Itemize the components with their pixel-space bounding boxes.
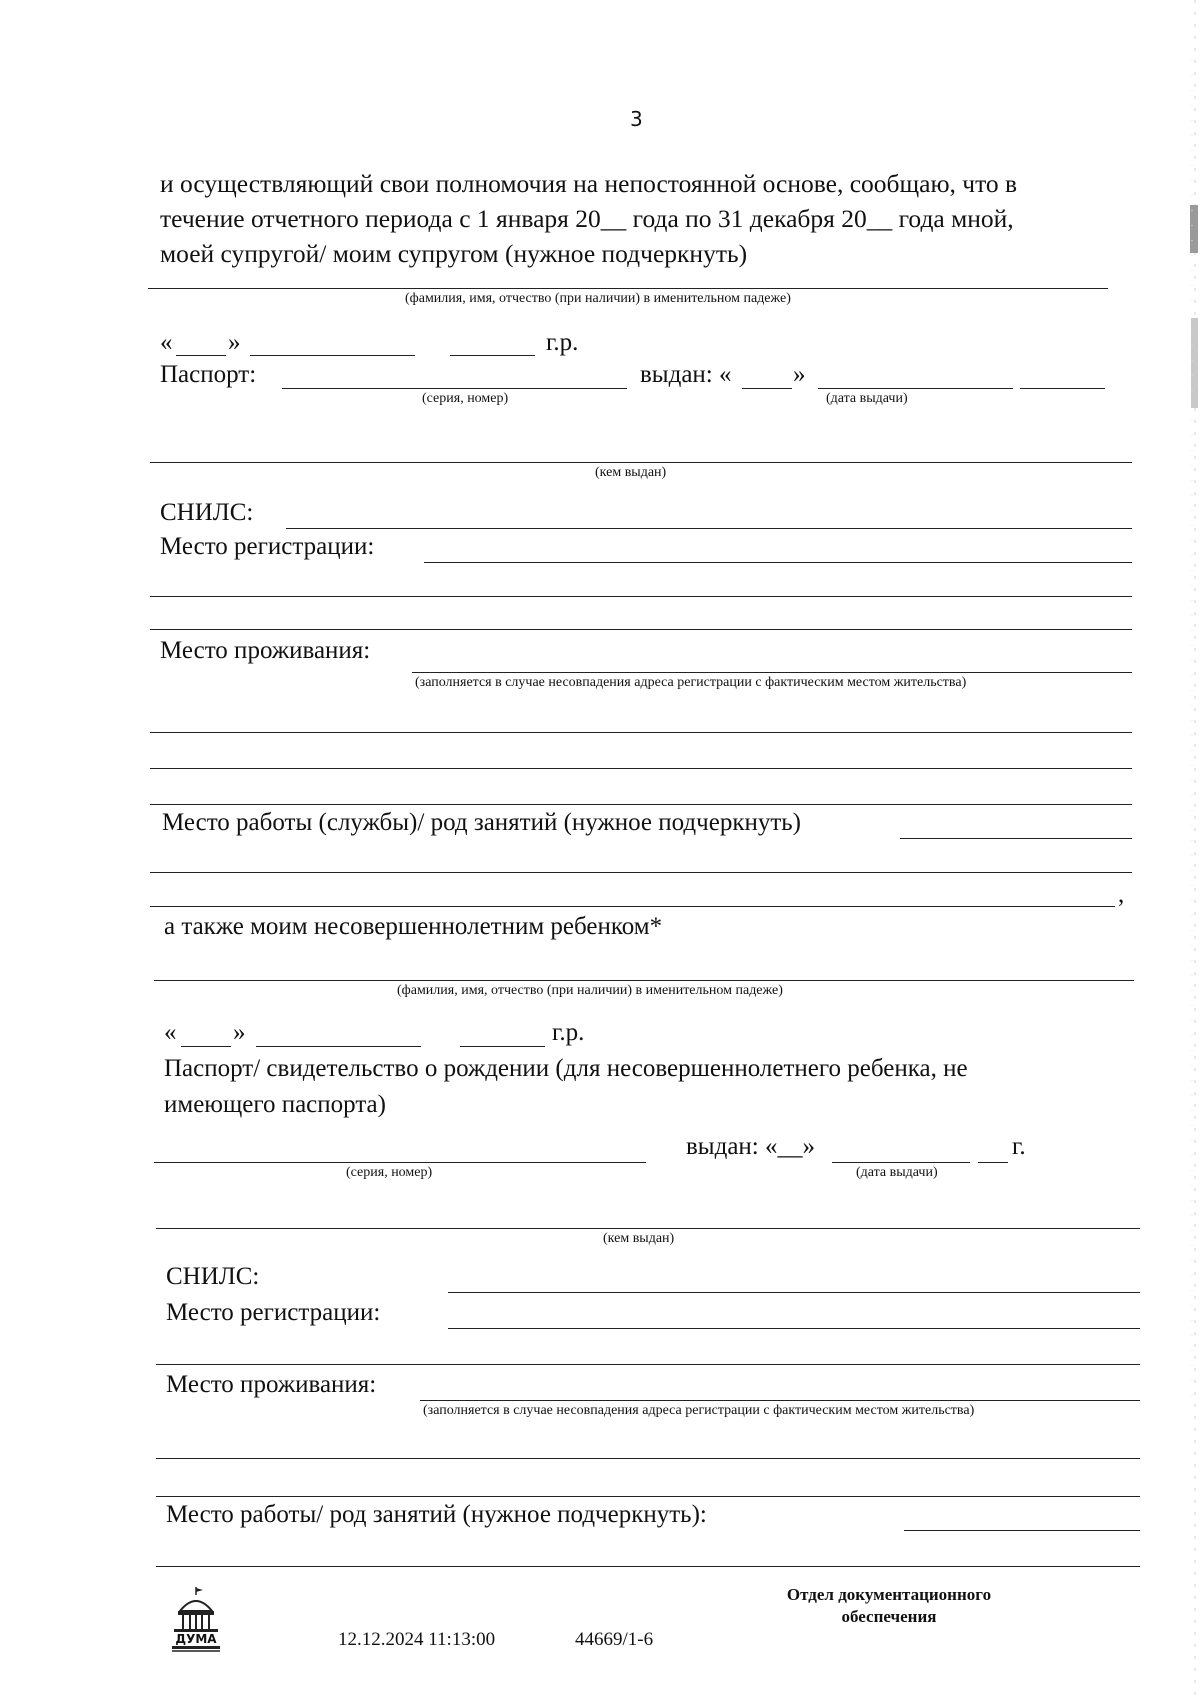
child-birth-month-field[interactable]	[256, 1046, 421, 1047]
child-residence-label: Место проживания:	[166, 1371, 377, 1398]
scan-edge	[1186, 0, 1200, 1695]
spouse-passport-series-field[interactable]	[282, 388, 627, 389]
child-birth-open-quote: «	[164, 1019, 177, 1046]
child-issue-date-caption: (дата выдачи)	[856, 1165, 938, 1180]
child-work-field[interactable]	[904, 1530, 1140, 1531]
spouse-registration-field-3[interactable]	[150, 629, 1132, 630]
child-issued-label: выдан: «__»	[686, 1133, 815, 1160]
child-registration-field-2[interactable]	[156, 1364, 1140, 1365]
child-birth-suffix: г.р.	[552, 1019, 585, 1046]
footer-department	[744, 1584, 1034, 1628]
spouse-fio-caption: (фамилия, имя, отчество (при наличии) в именительном падеже)	[405, 291, 791, 306]
spouse-issued-year-field[interactable]	[1020, 388, 1105, 389]
spouse-birth-suffix: г.р.	[546, 329, 579, 356]
child-registration-field[interactable]	[448, 1328, 1140, 1329]
child-work-field-2[interactable]	[156, 1566, 1140, 1567]
child-birth-close-quote: »	[233, 1019, 246, 1046]
child-residence-caption: (заполняется в случае несовпадения адреса регистрации с фактическим местом жительства)	[423, 1403, 975, 1418]
spouse-residence-caption: (заполняется в случае несовпадения адреса регистрации с фактическим местом жительства)	[415, 675, 967, 690]
child-doc-line-1: Паспорт/ свидетельство о рождении (для несовершеннолетнего ребенка, не	[164, 1055, 968, 1082]
spouse-birth-day-field[interactable]	[176, 355, 226, 356]
spouse-issued-by-caption: (кем выдан)	[595, 465, 667, 480]
child-heading: а также моим несовершеннолетним ребенком*	[164, 913, 663, 940]
intro-line-2: течение отчетного периода с 1 января 20__ года по 31 декабря 20__ года мной,	[160, 204, 1014, 233]
spouse-work-label: Место работы (службы)/ род занятий (нужное подчеркнуть)	[162, 809, 802, 836]
duma-logo	[168, 1585, 224, 1653]
spouse-residence-field-3[interactable]	[150, 768, 1132, 769]
logo-text: ДУМА	[175, 1632, 217, 1646]
child-issued-by-caption: (кем выдан)	[603, 1231, 675, 1246]
page-number: 3	[630, 107, 643, 131]
spouse-passport-label: Паспорт:	[160, 361, 257, 388]
child-fio-line[interactable]	[154, 980, 1134, 981]
child-series-caption: (серия, номер)	[346, 1165, 433, 1180]
child-registration-label: Место регистрации:	[166, 1299, 381, 1326]
child-issued-year-suffix: г.	[1012, 1133, 1026, 1160]
spouse-residence-field[interactable]	[412, 672, 1132, 673]
spouse-residence-field-4[interactable]	[150, 804, 1132, 805]
spouse-birth-open-quote: «	[160, 329, 173, 356]
child-fio-caption: (фамилия, имя, отчество (при наличии) в именительном падеже)	[397, 983, 783, 998]
spouse-fio-line[interactable]	[148, 288, 1108, 289]
spouse-registration-field-2[interactable]	[150, 596, 1132, 597]
spouse-snils-field[interactable]	[286, 528, 1132, 529]
scan-edge-texture	[1186, 0, 1200, 1695]
child-work-label: Место работы/ род занятий (нужное подчеркнуть):	[166, 1501, 707, 1528]
spouse-issued-label: выдан: «	[640, 361, 732, 388]
child-birth-day-field[interactable]	[181, 1046, 231, 1047]
spouse-registration-label: Место регистрации:	[160, 533, 375, 560]
child-doc-series-field[interactable]	[154, 1162, 646, 1163]
spouse-birth-close-quote: »	[228, 329, 241, 356]
child-doc-line-2: имеющего паспорта)	[164, 1091, 386, 1118]
spouse-issue-date-caption: (дата выдачи)	[826, 391, 908, 406]
child-birth-year-field[interactable]	[460, 1046, 545, 1047]
intro-paragraph	[160, 166, 1110, 271]
spouse-issued-by-field[interactable]	[150, 462, 1132, 463]
spouse-issued-day-field[interactable]	[742, 388, 792, 389]
child-issued-by-field[interactable]	[156, 1228, 1140, 1229]
child-issued-year-field[interactable]	[978, 1162, 1008, 1163]
spouse-registration-field[interactable]	[424, 562, 1132, 563]
spouse-work-field[interactable]	[900, 838, 1132, 839]
child-residence-field[interactable]	[420, 1400, 1140, 1401]
footer-department-line-1: Отдел документационного	[786, 1585, 992, 1604]
spouse-snils-label: СНИЛС:	[160, 499, 254, 526]
spouse-work-comma: ,	[1118, 881, 1125, 908]
spouse-issued-month-field[interactable]	[818, 388, 1013, 389]
child-snils-label: СНИЛС:	[166, 1263, 260, 1290]
spouse-residence-field-2[interactable]	[150, 732, 1132, 733]
spouse-residence-label: Место проживания:	[160, 637, 371, 664]
spouse-birth-month-field[interactable]	[250, 355, 415, 356]
spouse-issued-close-quote: »	[793, 361, 806, 388]
child-residence-field-2[interactable]	[156, 1458, 1140, 1459]
spouse-birth-year-field[interactable]	[450, 355, 535, 356]
footer-department-line-2: обеспечения	[841, 1607, 937, 1626]
intro-line-1: и осуществляющий свои полномочия на непостоянной основе, сообщаю, что в	[160, 169, 1018, 198]
child-residence-field-3[interactable]	[156, 1496, 1140, 1497]
child-snils-field[interactable]	[448, 1292, 1140, 1293]
intro-line-3: моей супругой/ моим супругом (нужное подчеркнуть)	[160, 239, 748, 268]
spouse-work-field-3[interactable]	[150, 906, 1115, 907]
footer-timestamp: 12.12.2024 11:13:00	[338, 1629, 496, 1650]
spouse-series-caption: (серия, номер)	[422, 391, 509, 406]
footer-doc-number: 44669/1-6	[575, 1629, 654, 1650]
spouse-work-field-2[interactable]	[150, 872, 1132, 873]
child-issued-month-field[interactable]	[832, 1162, 970, 1163]
